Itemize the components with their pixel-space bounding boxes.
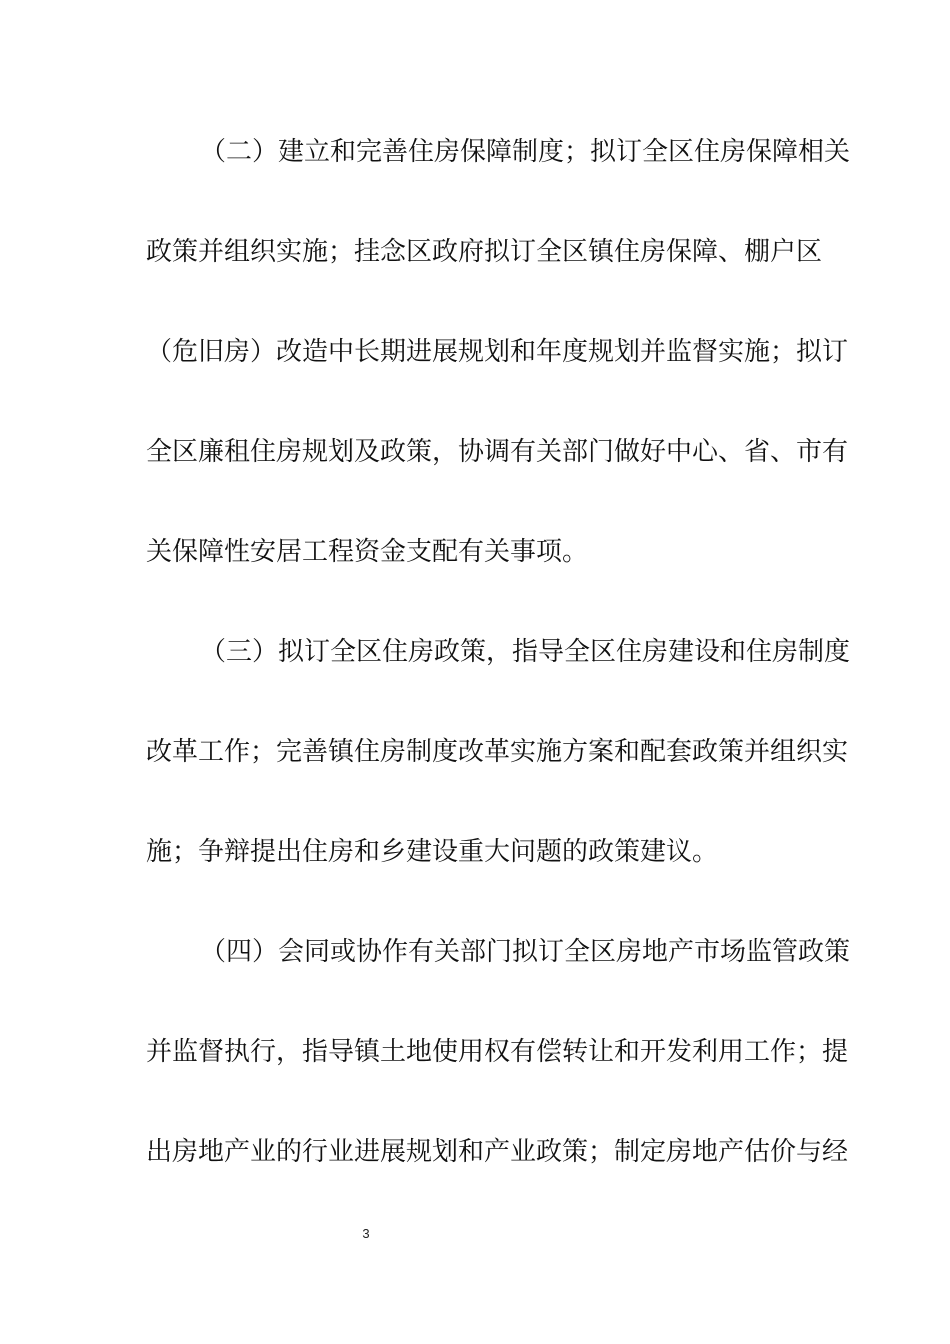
paragraph-1-line-5: 关保障性安居工程资金支配有关事项。: [146, 537, 589, 567]
paragraph-3-line-2: 并监督执行，指导镇土地使用权有偿转让和开发利用工作；提: [146, 1037, 849, 1067]
paragraph-3-line-3: 出房地产业的行业进展规划和产业政策；制定房地产估价与经: [146, 1137, 849, 1167]
paragraph-1-line-2: 政策并组织实施；挂念区政府拟订全区镇住房保障、棚户区: [146, 237, 823, 267]
paragraph-1-line-4: 全区廉租住房规划及政策，协调有关部门做好中心、省、市有: [146, 437, 849, 467]
paragraph-2-line-3: 施；争辩提出住房和乡建设重大问题的政策建议。: [146, 837, 719, 867]
paragraph-2-line-2: 改革工作；完善镇住房制度改革实施方案和配套政策并组织实: [146, 737, 849, 767]
paragraph-1-line-1: （二）建立和完善住房保障制度；拟订全区住房保障相关: [200, 137, 851, 167]
paragraph-2-line-1: （三）拟订全区住房政策，指导全区住房建设和住房制度: [200, 637, 851, 667]
page-number: 3: [362, 1226, 370, 1241]
paragraph-1-line-3: （危旧房）改造中长期进展规划和年度规划并监督实施；拟订: [146, 337, 849, 367]
paragraph-3-line-1: （四）会同或协作有关部门拟订全区房地产市场监管政策: [200, 937, 851, 967]
